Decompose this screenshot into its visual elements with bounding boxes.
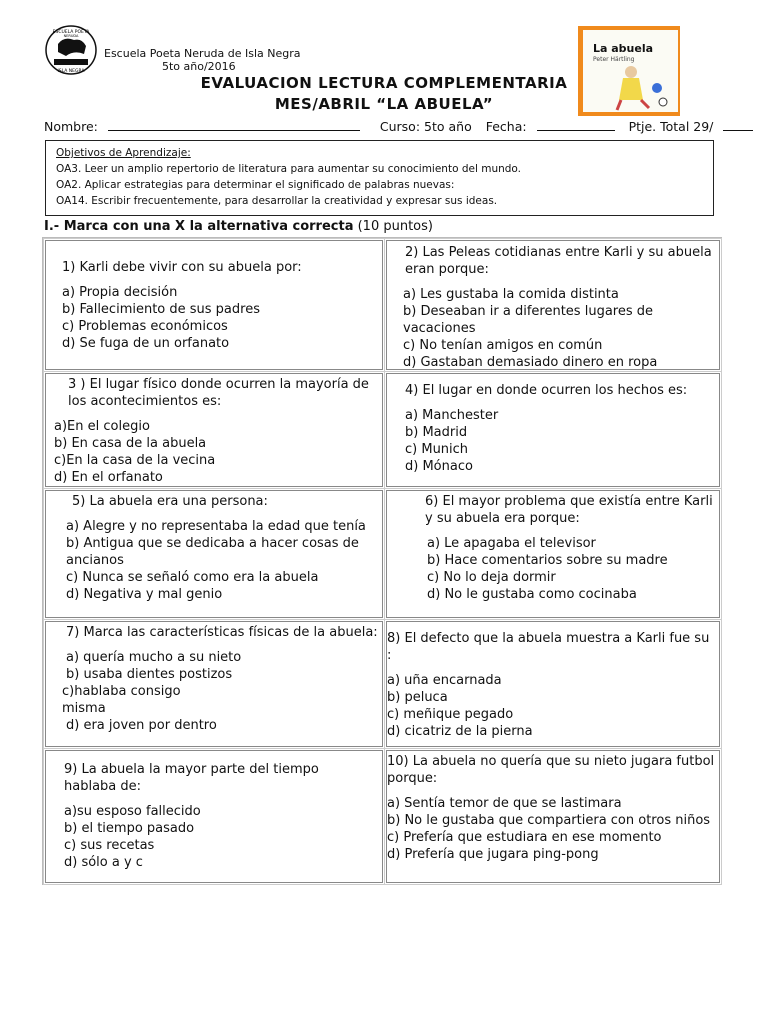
- answer-option[interactable]: d) En el orfanato: [54, 470, 163, 485]
- answer-option[interactable]: a)su esposo fallecido: [64, 804, 201, 819]
- answer-option[interactable]: b) el tiempo pasado: [64, 821, 195, 836]
- answer-option[interactable]: b) No le gustaba que compartiera con otros niños: [387, 813, 711, 828]
- question-text: 10) La abuela no quería que su nieto jugara futbol porque:: [387, 754, 715, 786]
- page-subtitle: MES/ABRIL “LA ABUELA”: [274, 95, 494, 113]
- questions-table: [42, 237, 722, 885]
- score-label: Ptje. Total 29/: [628, 119, 714, 134]
- answer-option[interactable]: d) Negativa y mal genio: [66, 587, 223, 602]
- answer-option[interactable]: d) cicatriz de la pierna: [387, 724, 533, 739]
- question-cell-5: [45, 490, 383, 618]
- question-cell-2: [386, 240, 720, 370]
- answer-option[interactable]: d) Prefería que jugara ping-pong: [387, 847, 599, 862]
- answer-option[interactable]: c) No tenían amigos en común: [403, 338, 603, 353]
- course-label: Curso: 5to año: [379, 119, 472, 134]
- name-blank[interactable]: [108, 120, 360, 131]
- answer-option[interactable]: b) En casa de la abuela: [54, 436, 207, 451]
- section-heading: [44, 219, 433, 234]
- logo-text-middle: NERUDA: [63, 34, 79, 38]
- answer-option[interactable]: c)En la casa de la vecina: [54, 453, 216, 468]
- answer-option[interactable]: a) Alegre y no representaba la edad que tenía: [66, 519, 366, 534]
- school-name: Escuela Poeta Neruda de Isla Negra: [104, 47, 301, 60]
- school-logo: [44, 24, 98, 76]
- answer-option[interactable]: a)En el colegio: [54, 419, 150, 434]
- student-info-line: [44, 119, 763, 134]
- answer-option[interactable]: b) Deseaban ir a diferentes lugares de vacaciones: [403, 304, 653, 336]
- answer-option[interactable]: c) Problemas económicos: [62, 319, 228, 334]
- section-title: I.- Marca con una X la alternativa correcta: [44, 219, 354, 234]
- question-text: 5) La abuela era una persona:: [72, 494, 268, 509]
- question-cell-6: [386, 490, 720, 618]
- logo-text-top: ESCUELA POETA: [52, 30, 90, 35]
- logo-text-bottom: ISLA NEGRA: [57, 69, 85, 74]
- answer-option[interactable]: b) Antigua que se dedicaba a hacer cosas de ancianos: [66, 536, 359, 568]
- question-cell-3: [45, 373, 383, 487]
- book-title: La abuela: [593, 42, 654, 55]
- answer-option[interactable]: c) No lo deja dormir: [427, 570, 556, 585]
- question-cell-8: [386, 621, 720, 747]
- objectives-heading: Objetivos de Aprendizaje:: [56, 147, 191, 159]
- answer-option[interactable]: b) usaba dientes postizos: [66, 667, 233, 682]
- answer-option[interactable]: c)hablaba consigo misma: [62, 684, 181, 716]
- question-text: 6) El mayor problema que existía entre Karli y su abuela era porque:: [425, 494, 713, 526]
- question-cell-10: [386, 750, 720, 883]
- objectives-box: [45, 140, 714, 216]
- question-cell-9: [45, 750, 383, 883]
- answer-option[interactable]: d) Mónaco: [405, 459, 473, 474]
- answer-option[interactable]: d) Gastaban demasiado dinero en ropa: [403, 355, 658, 370]
- objective-item: OA14. Escribir frecuentemente, para desarrollar la creatividad y expresar sus ideas.: [56, 195, 498, 207]
- date-blank[interactable]: [537, 120, 615, 131]
- question-text: 4) El lugar en donde ocurren los hechos es:: [405, 383, 688, 398]
- question-text: 2) Las Peleas cotidianas entre Karli y su abuela eran porque:: [405, 245, 712, 277]
- objective-item: OA3. Leer un amplio repertorio de literatura para aumentar su conocimiento del mundo.: [56, 163, 521, 175]
- answer-option[interactable]: c) meñique pegado: [387, 707, 514, 722]
- answer-option[interactable]: a) Manchester: [405, 408, 499, 423]
- answer-option[interactable]: d) sólo a y c: [64, 855, 143, 870]
- answer-option[interactable]: a) uña encarnada: [387, 673, 502, 688]
- answer-option[interactable]: c) sus recetas: [64, 838, 155, 853]
- answer-option[interactable]: a) Propia decisión: [62, 285, 178, 300]
- answer-option[interactable]: b) Madrid: [405, 425, 468, 440]
- answer-option[interactable]: b) Fallecimiento de sus padres: [62, 302, 260, 317]
- question-cell-1: [45, 240, 383, 370]
- score-blank[interactable]: [723, 120, 753, 131]
- answer-option[interactable]: a) Le apagaba el televisor: [427, 536, 596, 551]
- objective-item: OA2. Aplicar estrategias para determinar el significado de palabras nuevas:: [56, 179, 455, 191]
- answer-option[interactable]: d) No le gustaba como cocinaba: [427, 587, 637, 602]
- answer-option[interactable]: b) Hace comentarios sobre su madre: [427, 553, 668, 568]
- answer-option[interactable]: c) Nunca se señaló como era la abuela: [66, 570, 319, 585]
- date-label: Fecha:: [485, 119, 527, 134]
- answer-option[interactable]: a) Sentía temor de que se lastimara: [387, 796, 622, 811]
- name-label: Nombre:: [44, 119, 98, 134]
- question-text: 3 ) El lugar físico donde ocurren la mayoría de los acontecimientos es:: [68, 377, 369, 409]
- answer-option[interactable]: a) Les gustaba la comida distinta: [403, 287, 619, 302]
- school-year: 5to año/2016: [162, 60, 236, 73]
- question-cell-4: [386, 373, 720, 487]
- answer-option[interactable]: c) Munich: [405, 442, 469, 457]
- question-cell-7: [45, 621, 383, 747]
- section-points: (10 puntos): [357, 219, 433, 234]
- book-author: Peter Härtling: [593, 56, 635, 63]
- answer-option[interactable]: d) Se fuga de un orfanato: [62, 336, 230, 351]
- answer-option[interactable]: d) era joven por dentro: [66, 718, 217, 733]
- answer-option[interactable]: c) Prefería que estudiara en ese momento: [387, 830, 662, 845]
- answer-option[interactable]: b) peluca: [387, 690, 448, 705]
- school-info: [104, 47, 301, 73]
- question-text: 8) El defecto que la abuela muestra a Karli fue su :: [387, 631, 710, 663]
- answer-option[interactable]: a) quería mucho a su nieto: [66, 650, 242, 665]
- question-text: 7) Marca las características físicas de la abuela:: [66, 625, 378, 640]
- question-text: 1) Karli debe vivir con su abuela por:: [62, 260, 302, 275]
- question-text: 9) La abuela la mayor parte del tiempo hablaba de:: [64, 762, 319, 794]
- page-title: EVALUACION LECTURA COMPLEMENTARIA: [200, 74, 568, 92]
